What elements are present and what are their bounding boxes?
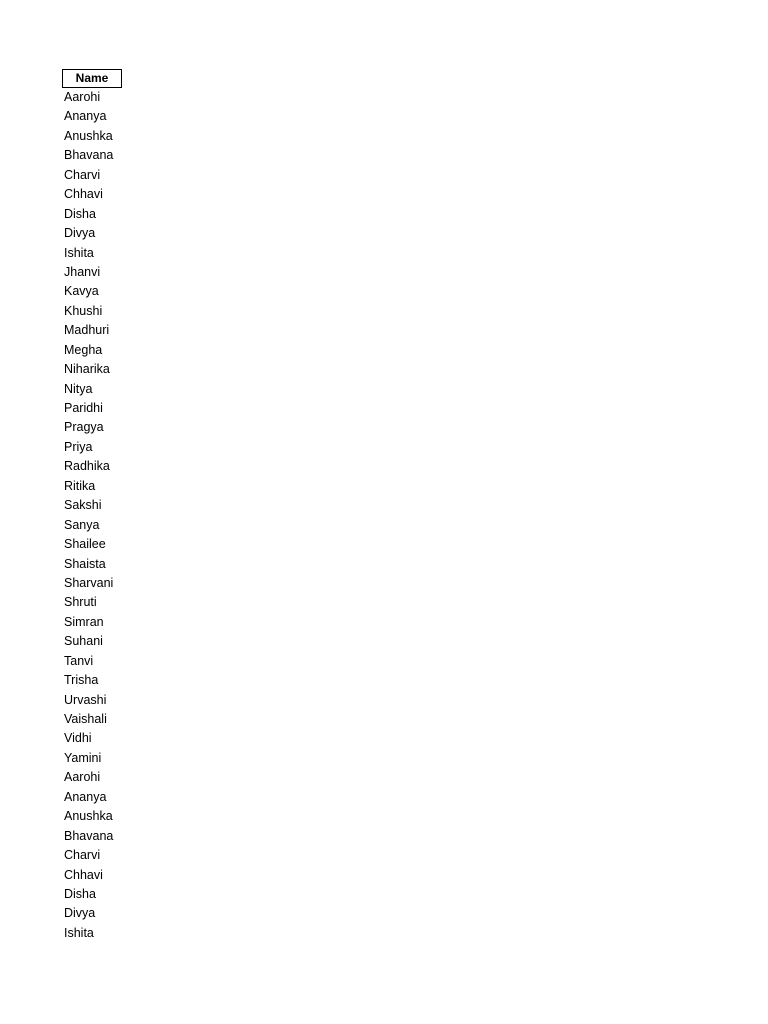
name-cell: Jhanvi	[64, 264, 101, 279]
name-cell: Ananya	[64, 109, 107, 124]
name-cell: Aarohi	[64, 90, 101, 104]
name-cell: Vaishali	[64, 712, 107, 726]
name-cell: Nitya	[64, 381, 93, 396]
name-cell: Chhavi	[64, 867, 103, 882]
name-cell: Madhuri	[64, 323, 110, 338]
name-cell: Disha	[64, 206, 96, 221]
name-cell: Ananya	[64, 789, 107, 804]
name-cell: Anushka	[64, 128, 113, 143]
name-list	[62, 88, 122, 943]
name-cell: Chhavi	[64, 187, 103, 202]
name-cell: Priya	[64, 439, 93, 454]
name-cell: Anushka	[64, 809, 113, 824]
name-cell: Paridhi	[64, 401, 103, 415]
name-cell: Shailee	[64, 537, 106, 552]
name-cell: Divya	[64, 906, 96, 921]
name-cell: Aarohi	[64, 770, 101, 785]
name-cell: Charvi	[64, 848, 101, 863]
name-cell: Charvi	[64, 167, 101, 182]
name-cell: Trisha	[64, 673, 99, 688]
name-cell: Bhavana	[64, 828, 114, 843]
name-cell: Pragya	[64, 420, 104, 435]
name-cell: Urvashi	[64, 692, 107, 707]
name-cell: Yamini	[64, 750, 102, 765]
name-cell: Shaista	[64, 556, 106, 571]
name-cell: Kavya	[64, 284, 99, 299]
name-cell: Radhika	[64, 459, 110, 474]
name-cell: Suhani	[64, 634, 103, 649]
name-cell: Ishita	[64, 245, 94, 260]
name-cell: Divya	[64, 226, 96, 241]
name-cell: Bhavana	[64, 148, 114, 163]
name-cell: Ishita	[64, 925, 94, 940]
column-header-name: Name	[62, 69, 122, 88]
name-cell: Sakshi	[64, 498, 102, 513]
name-cell: Shruti	[64, 595, 97, 610]
name-cell: Megha	[64, 342, 103, 357]
name-cell: Disha	[64, 886, 96, 901]
name-cell: Sanya	[64, 517, 100, 532]
name-cell: Simran	[64, 614, 104, 629]
name-table	[62, 69, 122, 943]
name-cell: Ritika	[64, 478, 96, 493]
name-cell: Niharika	[64, 362, 110, 377]
name-cell: Khushi	[64, 303, 103, 318]
name-cell: Vidhi	[64, 731, 92, 746]
name-cell: Tanvi	[64, 653, 94, 668]
name-cell: Sharvani	[64, 575, 114, 590]
